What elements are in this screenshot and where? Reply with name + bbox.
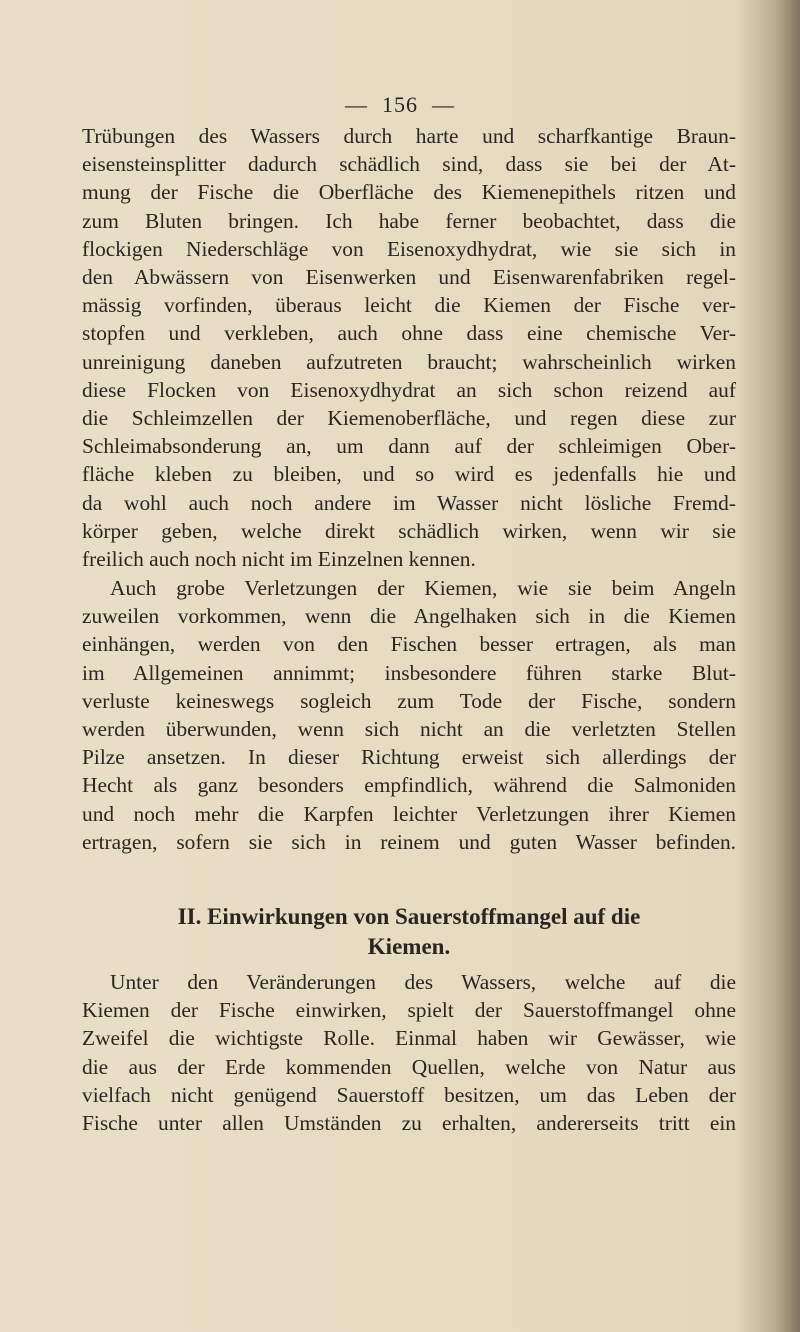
section-heading-line-2: Kiemen. [367,934,451,959]
text-line: stopfen und verkleben, auch ohne dass eine chemische Ver- [82,321,736,346]
text-line: Hecht als ganz besonders empfindlich, während die Salmoniden [82,773,736,798]
text-line: werden überwunden, wenn sich nicht an die verletzten Stellen [82,717,736,742]
text-line: Pilze ansetzen. In dieser Richtung erweist sich allerdings der [82,745,736,770]
page-header [0,92,800,118]
text-line: da wohl auch noch andere im Wasser nicht lösliche Fremd- [82,490,736,515]
text-line: Unter den Veränderungen des Wassers, welche auf die [110,970,736,994]
text-line: ertragen, sofern sie sich in reinem und guten Wasser befinden. [82,829,736,854]
text-line: und noch mehr die Karpfen leichter Verletzungen ihrer Kiemen [82,801,736,826]
text-line: den Abwässern von Eisenwerken und Eisenwarenfabriken regel- [82,265,736,290]
text-line: Fische unter allen Umständen zu erhalten, andererseits tritt ein [82,1111,736,1136]
text-line: flockigen Niederschläge von Eisenoxydhydrat, wie sie sich in [82,236,736,261]
text-line: zuweilen vorkommen, wenn die Angelhaken sich in die Kiemen [82,604,736,629]
section-heading [82,902,736,962]
text-line: Kiemen der Fische einwirken, spielt der Sauerstoffmangel ohne [82,998,736,1023]
text-line: unreinigung daneben aufzutreten braucht; wahrscheinlich wirken [82,349,736,374]
text-line: Trübungen des Wassers durch harte und scharfkantige Braun- [82,124,736,148]
text-line: eisensteinsplitter dadurch schädlich sind, dass sie bei der At- [82,152,736,177]
text-line: körper geben, welche direkt schädlich wirken, wenn wir sie [82,518,736,543]
text-line: Zweifel die wichtigste Rolle. Einmal haben wir Gewässer, wie [82,1026,736,1051]
text-line: vielfach nicht genügend Sauerstoff besitzen, um das Leben der [82,1082,736,1107]
paragraph-3 [82,968,736,1137]
text-line: freilich auch noch nicht im Einzelnen kennen. [82,547,476,572]
paragraph-1 [82,122,736,573]
text-line: die aus der Erde kommenden Quellen, welche von Natur aus [82,1054,736,1079]
text-line: Auch grobe Verletzungen der Kiemen, wie sie beim Angeln [110,576,736,600]
text-line: die Schleimzellen der Kiemenoberfläche, und regen diese zur [82,406,736,431]
text-line: diese Flocken von Eisenoxydhydrat an sich schon reizend auf [82,377,736,402]
text-line: zum Bluten bringen. Ich habe ferner beobachtet, dass die [82,208,736,233]
text-line: verluste keineswegs sogleich zum Tode der Fische, sondern [82,688,736,713]
text-line: fläche kleben zu bleiben, und so wird es jedenfalls hie und [82,462,736,487]
header-dash-right: — [432,92,455,117]
text-line: mung der Fische die Oberfläche des Kiemenepithels ritzen und [82,180,736,205]
text-line: Schleimabsonderung an, um dann auf der schleimigen Ober- [82,434,736,459]
text-line: einhängen, werden von den Fischen besser ertragen, als man [82,632,736,657]
paragraph-2 [82,574,736,856]
header-dash-left: — [345,92,368,117]
page-number: 156 [382,92,418,117]
text-line: im Allgemeinen annimmt; insbesondere führen starke Blut- [82,660,736,685]
section-heading-line-1: II. Einwirkungen von Sauerstoffmangel auf die [177,904,641,929]
text-line: mässig vorfinden, überaus leicht die Kiemen der Fische ver- [82,293,736,318]
